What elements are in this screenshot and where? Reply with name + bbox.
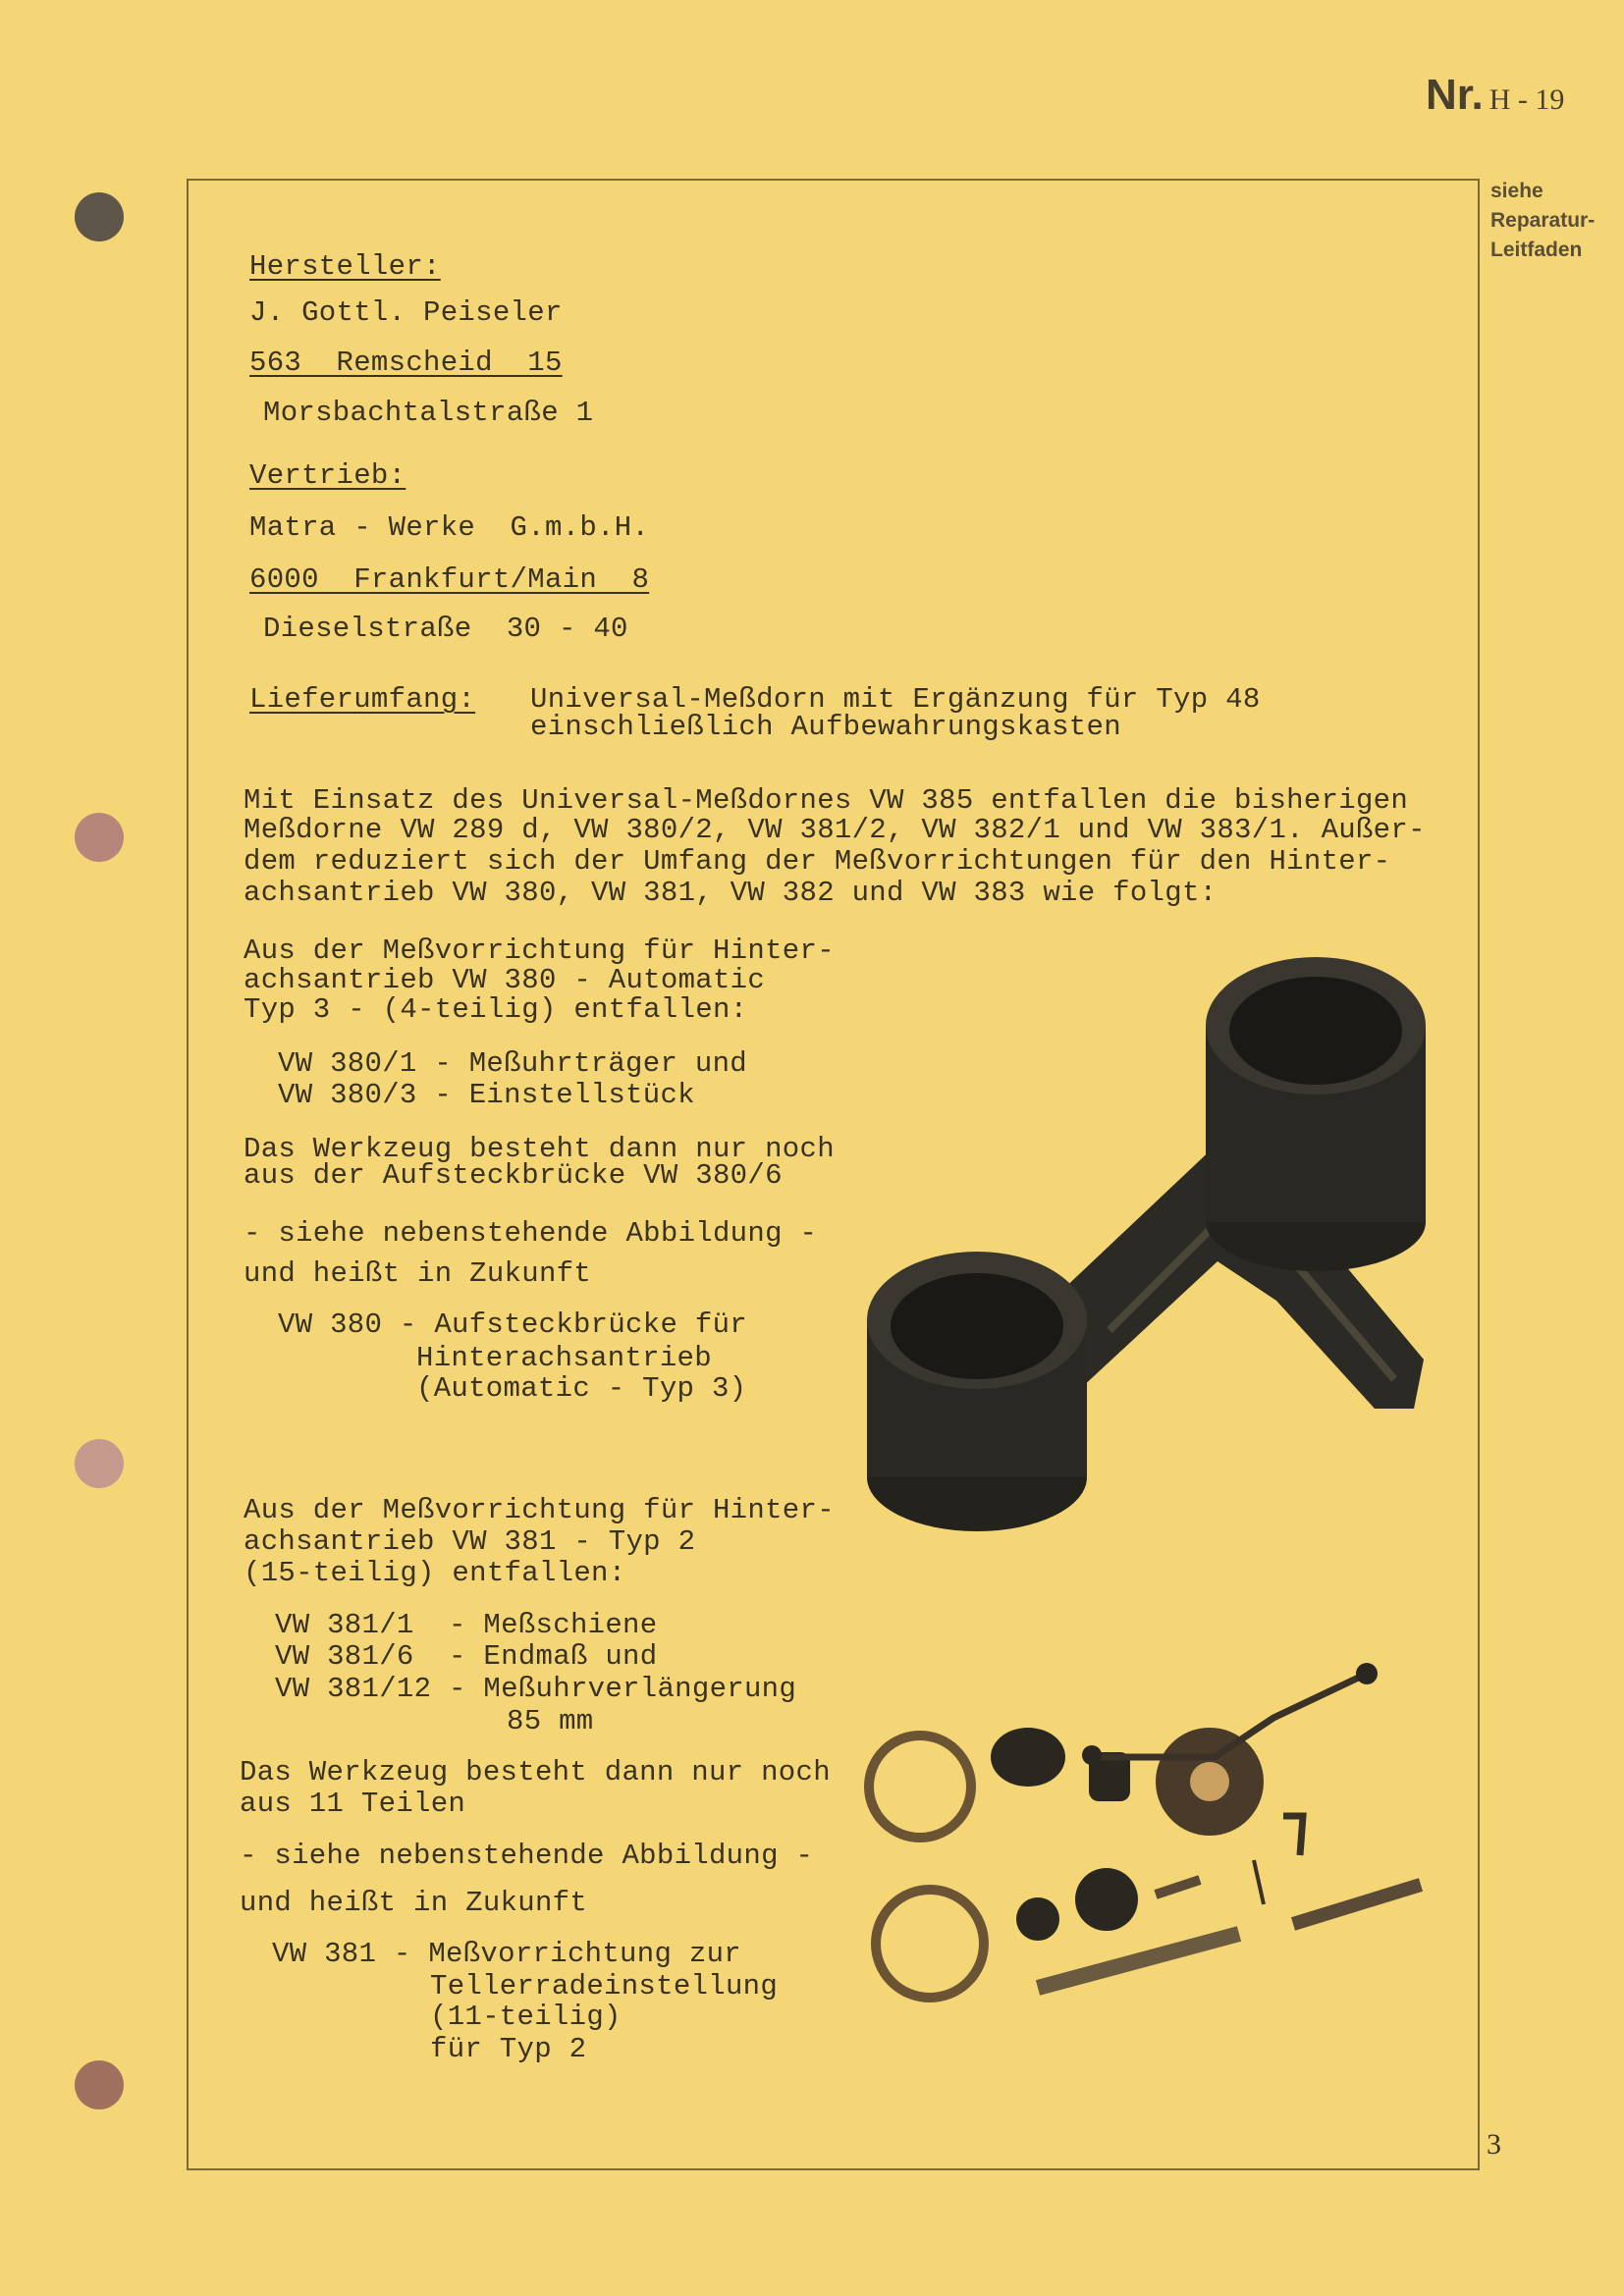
lieferumfang-line: Universal-Meßdorn mit Ergänzung für Typ 48: [530, 683, 1261, 716]
section1-new-name: VW 380 - Aufsteckbrücke für: [278, 1308, 747, 1341]
hersteller-heading: Hersteller:: [249, 250, 441, 283]
section2-new-name: Tellerradeinstellung: [430, 1970, 779, 2002]
intro-line: Mit Einsatz des Universal-Meßdornes VW 385 entfallen die bisherigen: [244, 784, 1409, 817]
nr-value: H - 19: [1489, 83, 1565, 116]
punch-hole: [75, 192, 124, 241]
intro-line: achsantrieb VW 380, VW 381, VW 382 und VW 383 wie folgt:: [244, 877, 1218, 909]
punch-hole: [75, 1439, 124, 1488]
section2-item: VW 381/1 - Meßschiene: [275, 1609, 658, 1641]
vertrieb-heading: Vertrieb:: [249, 459, 406, 492]
section1-see: - siehe nebenstehende Abbildung -: [244, 1217, 818, 1250]
section1-item: VW 380/3 - Einstellstück: [278, 1079, 695, 1111]
section2-item: 85 mm: [507, 1705, 594, 1737]
vertrieb-name: Matra - Werke G.m.b.H.: [249, 511, 650, 544]
side-note-line: siehe: [1490, 180, 1543, 202]
intro-line: dem reduziert sich der Umfang der Meßvorrichtungen für den Hinter-: [244, 845, 1391, 878]
side-note-line: Reparatur-: [1490, 209, 1596, 232]
messvorrichtung-parts-photo: [861, 1659, 1431, 2037]
section2-new-name: für Typ 2: [430, 2033, 587, 2065]
side-note-line: Leitfaden: [1490, 239, 1583, 261]
hersteller-street: Morsbachtalstraße 1: [263, 397, 594, 429]
vertrieb-street: Dieselstraße 30 - 40: [263, 613, 628, 645]
page-number: 3: [1487, 2128, 1501, 2161]
lieferumfang-line: einschließlich Aufbewahrungskasten: [530, 711, 1121, 743]
section1-item: VW 380/1 - Meßuhrträger und: [278, 1047, 747, 1080]
aufsteckbruecke-photo: [864, 947, 1434, 1541]
section1-new-name: (Automatic - Typ 3): [416, 1372, 747, 1405]
section2-see: - siehe nebenstehende Abbildung -: [240, 1840, 814, 1872]
punch-hole: [75, 2060, 124, 2109]
section1-rest: Das Werkzeug besteht dann nur noch: [244, 1133, 835, 1165]
section2-rest: aus 11 Teilen: [240, 1788, 466, 1820]
nr-label: Nr.: [1426, 71, 1484, 119]
section2-line: achsantrieb VW 381 - Typ 2: [244, 1525, 696, 1558]
section1-line: achsantrieb VW 380 - Automatic: [244, 964, 766, 996]
section2-rest: Das Werkzeug besteht dann nur noch: [240, 1756, 831, 1789]
section2-item: VW 381/12 - Meßuhrverlängerung: [275, 1673, 797, 1705]
hersteller-name: J. Gottl. Peiseler: [249, 296, 563, 329]
section1-line: Typ 3 - (4-teilig) entfallen:: [244, 993, 748, 1026]
intro-line: Meßdorne VW 289 d, VW 380/2, VW 381/2, VW 382/1 und VW 383/1. Außer-: [244, 814, 1426, 846]
section2-line: Aus der Meßvorrichtung für Hinter-: [244, 1494, 835, 1526]
section2-item: VW 381/6 - Endmaß und: [275, 1640, 658, 1673]
hersteller-city: 563 Remscheid 15: [249, 347, 563, 379]
section1-rest: aus der Aufsteckbrücke VW 380/6: [244, 1159, 783, 1192]
section1-line: Aus der Meßvorrichtung für Hinter-: [244, 934, 835, 967]
vertrieb-city: 6000 Frankfurt/Main 8: [249, 563, 650, 596]
side-note: [1490, 177, 1595, 265]
section2-new-name: (11-teilig): [430, 2001, 622, 2033]
section1-future: und heißt in Zukunft: [244, 1257, 592, 1290]
section2-future: und heißt in Zukunft: [240, 1887, 588, 1919]
section2-new-name: VW 381 - Meßvorrichtung zur: [272, 1938, 741, 1970]
section1-new-name: Hinterachsantrieb: [416, 1342, 712, 1374]
lieferumfang-heading: Lieferumfang:: [249, 683, 476, 716]
punch-hole: [75, 813, 124, 862]
document-number: [1426, 71, 1564, 120]
section2-line: (15-teilig) entfallen:: [244, 1557, 626, 1589]
